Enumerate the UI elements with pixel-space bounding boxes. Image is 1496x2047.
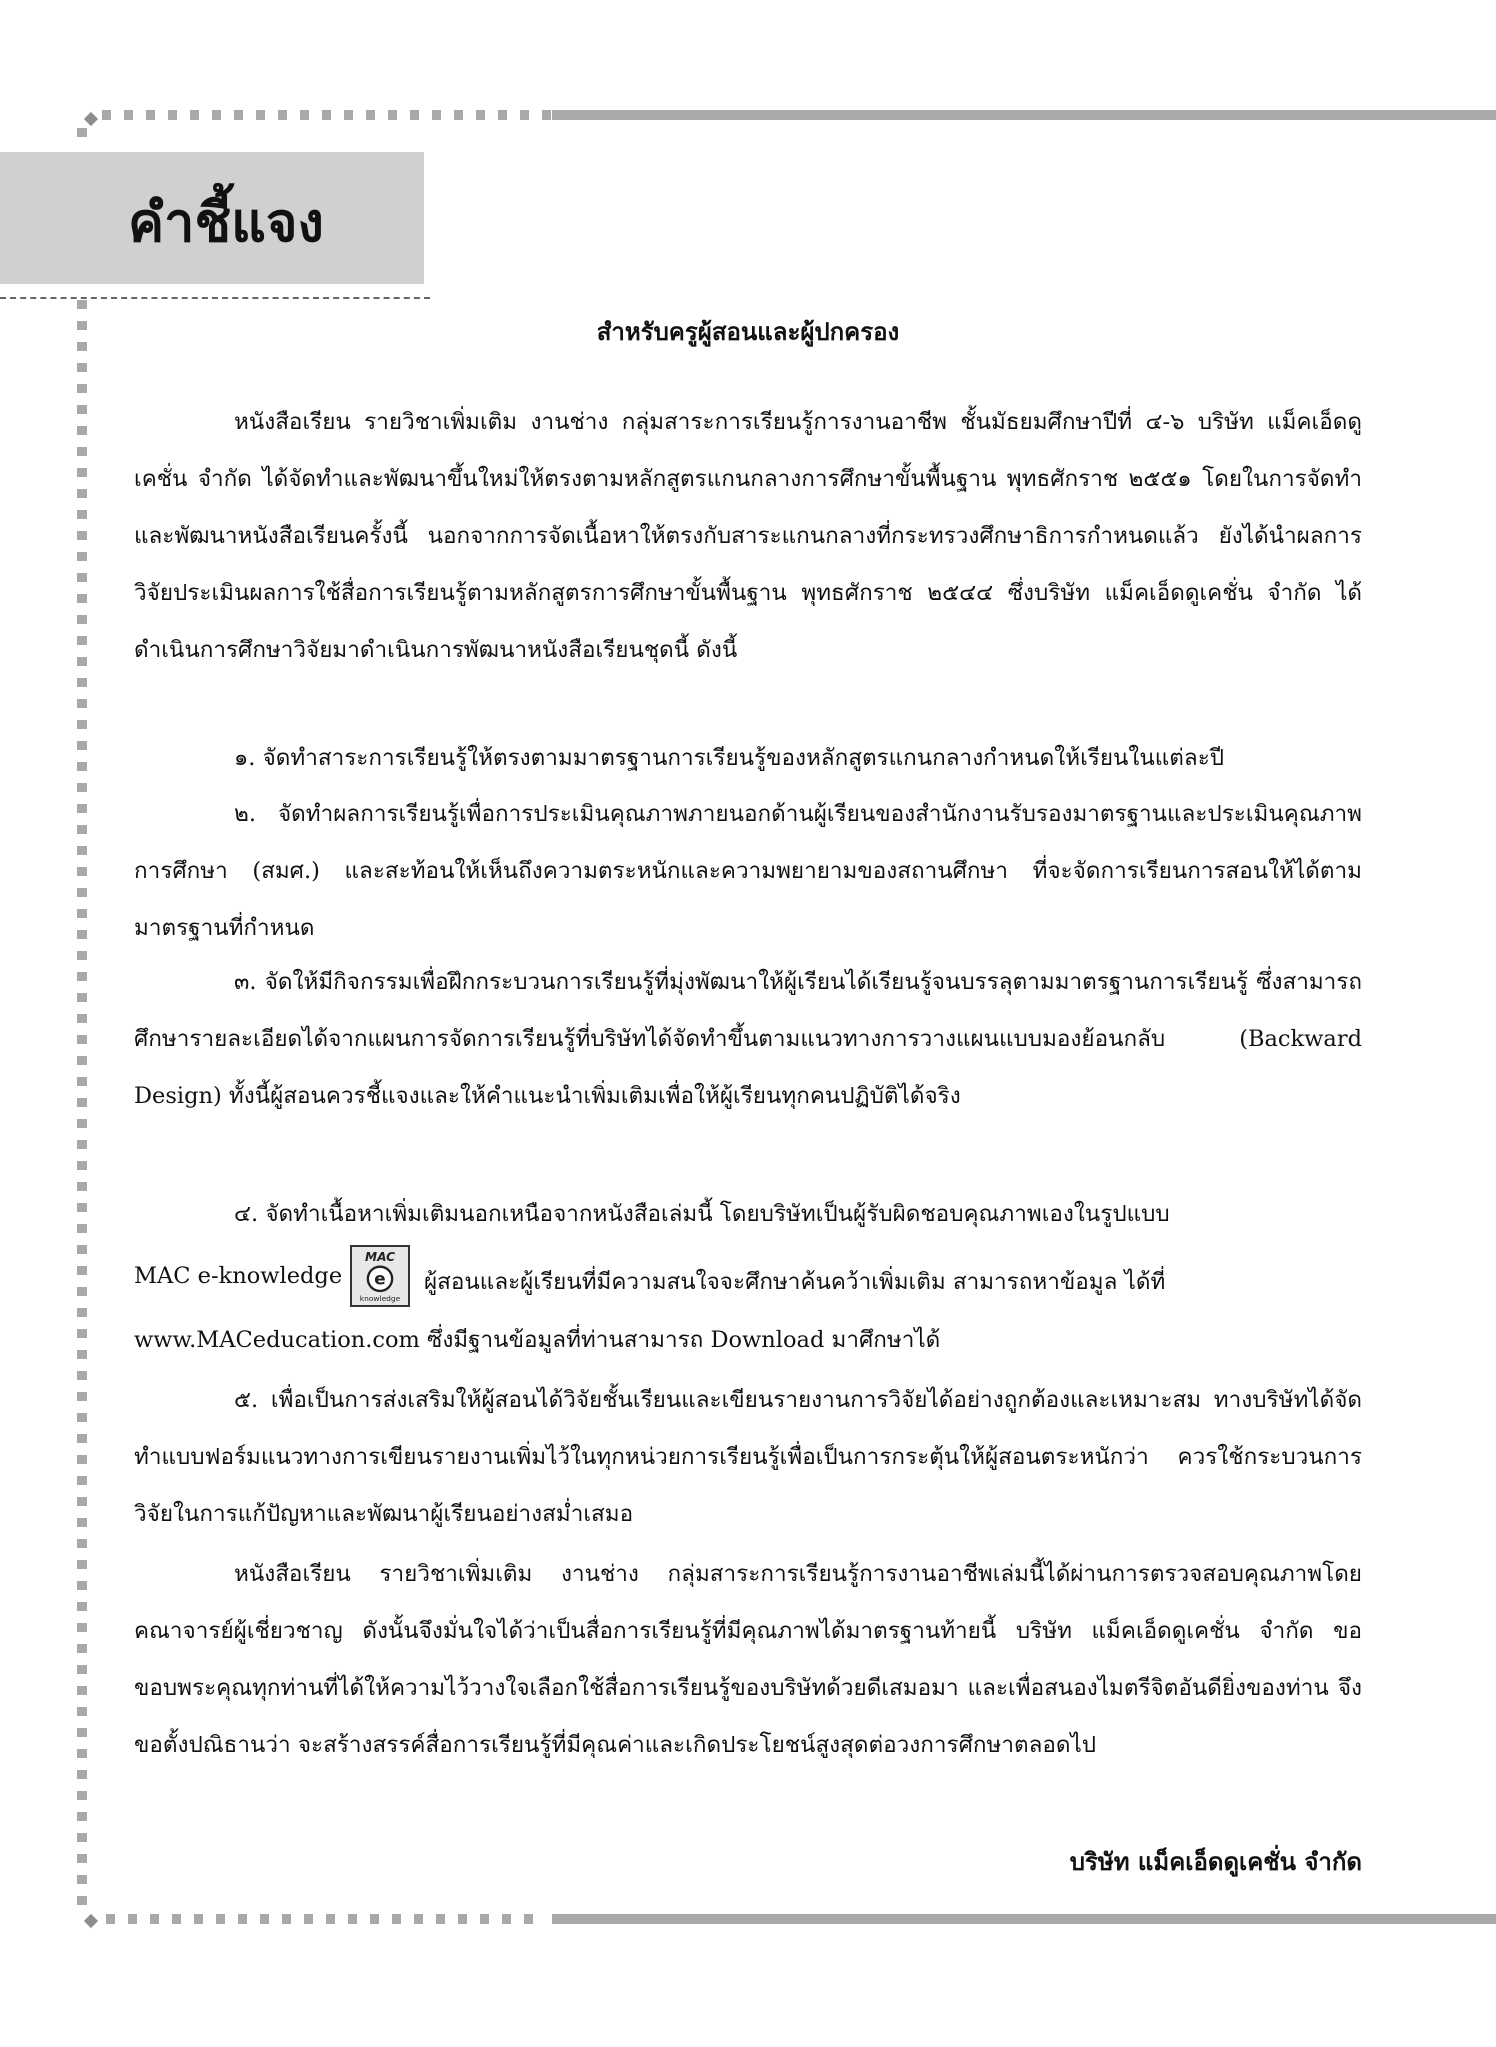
bottom-border-bar (552, 1914, 1496, 1924)
intro-paragraph: หนังสือเรียน รายวิชาเพิ่มเติม งานช่าง กลุ่มสาระการเรียนรู้การงานอาชีพ ชั้นมัธยมศึกษาปีที่ ๔-๖ บริษัท แม็คเอ็ดดูเคชั่น จำกัด ได้จัดทำและพัฒนาขึ้นใหม่ให้ตรงตามหลักสูตรแกนกลางการศึกษาขั้นพื้นฐาน พุทธศักราช ๒๕๕๑ โดยในการจัดทำและพัฒนาหนังสือเรียนครั้งนี้ นอกจากการจัดเนื้อหาให้ตรงกับสาระแกนกลางที่กระทรวงศึกษาธิการกำหนดแล้ว ยังได้นำผลการวิจัยประเมินผลการใช้สื่อการเรียนรู้ตามหลักสูตรการศึกษาขั้นพื้นฐาน พุทธศักราช ๒๕๔๔ ซึ่งบริษัท แม็คเอ็ดดูเคชั่น จำกัด ได้ดำเนินการศึกษาวิจัยมาดำเนินการพัฒนาหนังสือเรียนชุดนี้ ดังนี้ (134, 409, 1362, 663)
page-subtitle: สำหรับครูผู้สอนและผู้ปกครอง (596, 317, 900, 346)
page-title: คำชี้แจง (128, 191, 324, 254)
top-border-bar (552, 110, 1496, 120)
list-item-3: ๓. จัดให้มีกิจกรรมเพื่อฝึกกระบวนการเรียนรู้ที่มุ่งพัฒนาให้ผู้เรียนได้เรียนรู้จนบรรลุตามมาตรฐานการเรียนรู้ ซึ่งสามารถศึกษารายละเอียดได้จากแผนการจัดการเรียนรู้ที่บริษัทได้จัดทำขึ้นตามแนวทางการวางแผนแบบมองย้อนกลับ (Backward Design) ทั้งนี้ผู้สอนควรชี้แจงและให้คำแนะนำเพิ่มเติมเพื่อให้ผู้เรียนทุกคนปฏิบัติได้จริง (134, 969, 1362, 1109)
signature: บริษัท แม็คเอ็ดดูเคชั่น จำกัด (1069, 1847, 1362, 1876)
list-item-2: ๒. จัดทำผลการเรียนรู้เพื่อการประเมินคุณภาพภายนอกด้านผู้เรียนของสำนักงานรับรองมาตรฐานและประเมินคุณภาพการศึกษา (สมศ.) และสะท้อนให้เห็นถึงความตระหนักและความพยายามของสถานศึกษา ที่จะจัดการเรียนการสอนให้ได้ตามมาตรฐานที่กำหนด (134, 801, 1362, 941)
mac-e-knowledge-label: MAC e-knowledge (134, 1263, 343, 1289)
logo-text-mac: MAC (365, 1250, 395, 1265)
mac-e-knowledge-logo (350, 1245, 410, 1307)
closing-paragraph: หนังสือเรียน รายวิชาเพิ่มเติม งานช่าง กลุ่มสาระการเรียนรู้การงานอาชีพเล่มนี้ได้ผ่านการตรวจสอบคุณภาพโดยคณาจารย์ผู้เชี่ยวชาญ ดังนั้นจึงมั่นใจได้ว่าเป็นสื่อการเรียนรู้ที่มีคุณภาพได้มาตรฐานท้ายนี้ บริษัท แม็คเอ็ดดูเคชั่น จำกัด ขอขอบพระคุณทุกท่านที่ได้ให้ความไว้วางใจเลือกใช้สื่อการเรียนรู้ของบริษัทด้วยดีเสมอมา และเพื่อสนองไมตรีจิตอันดียิ่งของท่าน จึงขอตั้งปณิธานว่า จะสร้างสรรค์สื่อการเรียนรู้ที่มีคุณค่าและเกิดประโยชน์สูงสุดต่อวงการศึกษาตลอดไป (134, 1561, 1362, 1758)
top-border-dots (102, 110, 552, 120)
bottom-border (92, 1911, 1496, 1925)
list-item-4-mac-line (134, 1243, 1362, 1313)
list-item-4-line1: ๔. จัดทำเนื้อหาเพิ่มเติมนอกเหนือจากหนังสือเล่มนี้ โดยบริษัทเป็นผู้รับผิดชอบคุณภาพเองในรูปแบบ (234, 1201, 1170, 1227)
title-divider (0, 297, 430, 299)
list-item-4-line3: www.MACeducation.com ซึ่งมีฐานข้อมูลที่ท่านสามารถ Download มาศึกษาได้ (134, 1327, 941, 1353)
logo-text-knowledge: knowledge (359, 1294, 401, 1304)
svg-text:e: e (374, 1268, 386, 1289)
e-knowledge-icon (352, 1247, 408, 1305)
left-border-top (77, 128, 87, 148)
bottom-border-dots (106, 1914, 544, 1924)
list-item-4-line2: ผู้สอนและผู้เรียนที่มีความสนใจจะศึกษาค้นคว้าเพิ่มเติม สามารถหาข้อมูล ได้ที่ (424, 1269, 1166, 1295)
left-border (77, 300, 87, 1910)
list-item-5: ๕. เพื่อเป็นการส่งเสริมให้ผู้สอนได้วิจัยชั้นเรียนและเขียนรายงานการวิจัยได้อย่างถูกต้องและเหมาะสม ทางบริษัทได้จัดทำแบบฟอร์มแนวทางการเขียนรายงานเพิ่มไว้ในทุกหน่วยการเรียนรู้เพื่อเป็นการกระตุ้นให้ผู้สอนตระหนักว่า ควรใช้กระบวนการวิจัยในการแก้ปัญหาและพัฒนาผู้เรียนอย่างสม่ำเสมอ (134, 1387, 1362, 1527)
list-item-1: ๑. จัดทำสาระการเรียนรู้ให้ตรงตามมาตรฐานการเรียนรู้ของหลักสูตรแกนกลางกำหนดให้เรียนในแต่ละปี (234, 745, 1225, 771)
top-border (92, 108, 1496, 122)
